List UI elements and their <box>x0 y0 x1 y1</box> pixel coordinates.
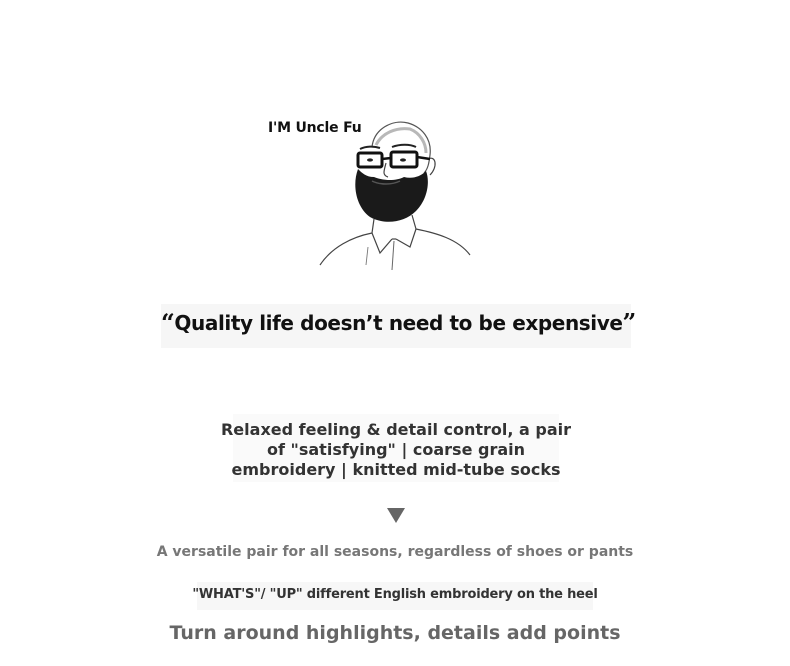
closing-highlight: Turn around highlights, details add points <box>169 622 621 644</box>
down-triangle-icon <box>387 508 405 523</box>
headline-quote <box>161 308 636 337</box>
description-line: Relaxed feeling & detail control, a pair <box>220 420 572 439</box>
heel-embroidery-note: "WHAT'S"/ "UP" different English embroidery on the heel <box>192 587 598 602</box>
bearded-man-portrait-icon <box>312 115 482 270</box>
intro-label: I'M Uncle Fu <box>268 120 362 136</box>
open-quote-mark: “ <box>161 308 175 337</box>
close-quote-mark: ” <box>622 308 636 337</box>
seasons-tagline: A versatile pair for all seasons, regardless of shoes or pants <box>156 544 634 560</box>
product-description <box>213 420 579 480</box>
quote-text: Quality life doesn’t need to be expensive <box>174 311 623 335</box>
description-line: embroidery | knitted mid-tube socks <box>231 460 561 479</box>
description-line: of "satisfying" | coarse grain <box>267 440 525 459</box>
